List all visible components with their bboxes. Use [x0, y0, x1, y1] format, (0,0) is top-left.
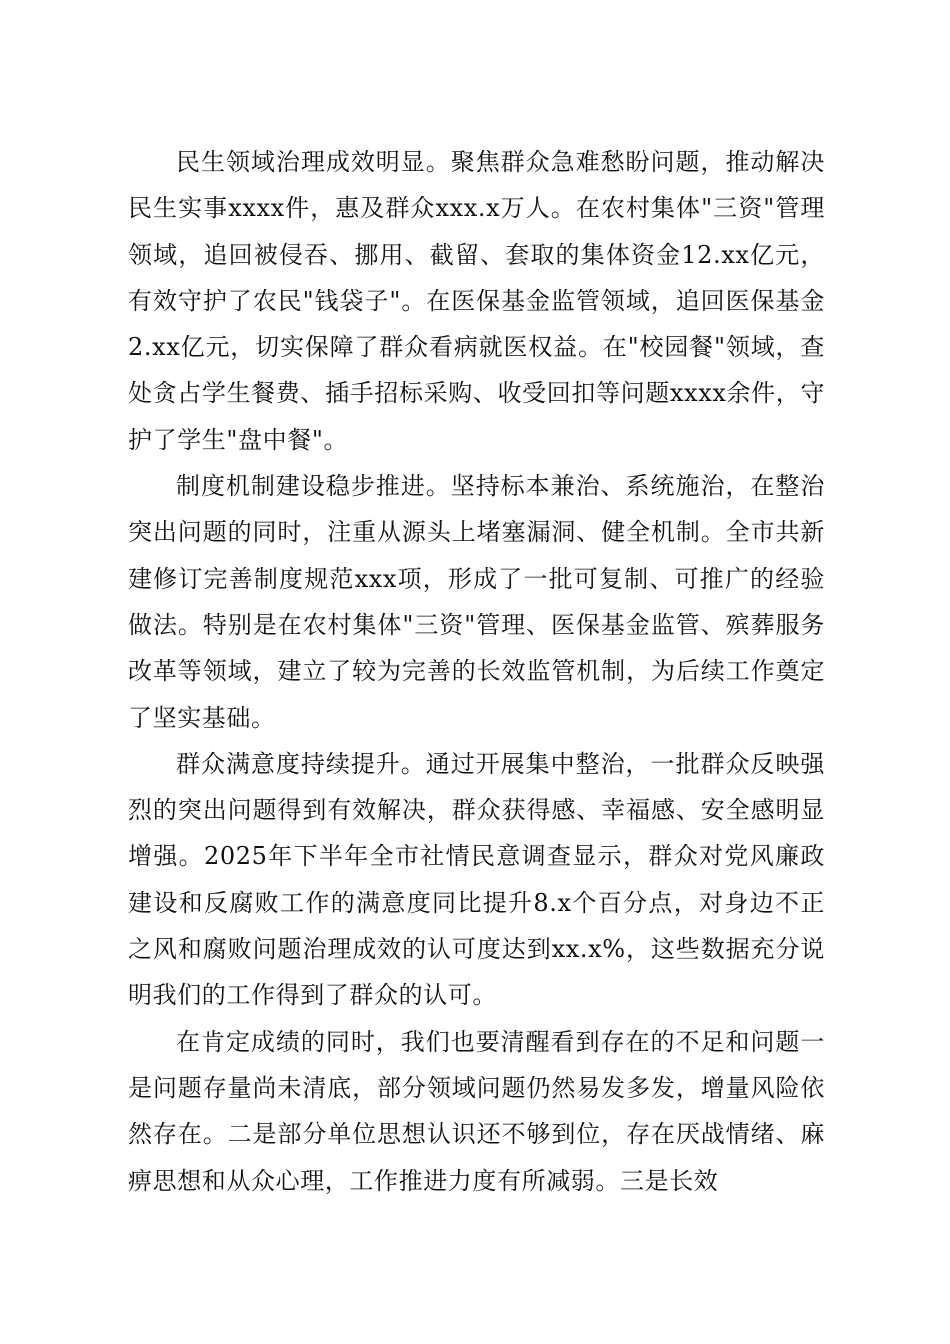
paragraph-livelihood-results: 民生领域治理成效明显。聚焦群众急难愁盼问题，推动解决民生实事xxxx件，惠及群众xxx.x万人。在农村集体"三资"管理领域，追回被侵吞、挪用、截留、套取的集体资金12.xx亿元，有效守护了农民"钱袋子"。在医保基金监管领域，追回医保基金2.xx亿元，切实保障了群众看病就医权益。在"校园餐"领域，查处贪占学生餐费、插手招标采购、收受回扣等问题xxxx余件，守护了学生"盘中餐"。	[128, 148, 825, 454]
paragraph-public-satisfaction: 群众满意度持续提升。通过开展集中整治，一批群众反映强烈的突出问题得到有效解决，群众获得感、幸福感、安全感明显增强。2025年下半年全市社情民意调查显示，群众对党风廉政建设和反腐败工作的满意度同比提升8.x个百分点，对身边不正之风和腐败问题治理成效的认可度达到xx.x%，这些数据充分说明我们的工作得到了群众的认可。	[128, 749, 825, 1010]
paragraph-institution-building: 制度机制建设稳步推进。坚持标本兼治、系统施治，在整治突出问题的同时，注重从源头上堵塞漏洞、健全机制。全市共新建修订完善制度规范xxx项，形成了一批可复制、可推广的经验做法。特别是在农村集体"三资"管理、医保基金监管、殡葬服务改革等领域，建立了较为完善的长效监管机制，为后续工作奠定了坚实基础。	[128, 472, 825, 732]
paragraph-shortcomings: 在肯定成绩的同时，我们也要清醒看到存在的不足和问题一是问题存量尚未清底，部分领域问题仍然易发多发，增量风险依然存在。二是部分单位思想认识还不够到位，存在厌战情绪、麻痹思想和从众心理，工作推进力度有所减弱。三是长效	[128, 1027, 825, 1195]
document-body	[128, 139, 825, 1204]
